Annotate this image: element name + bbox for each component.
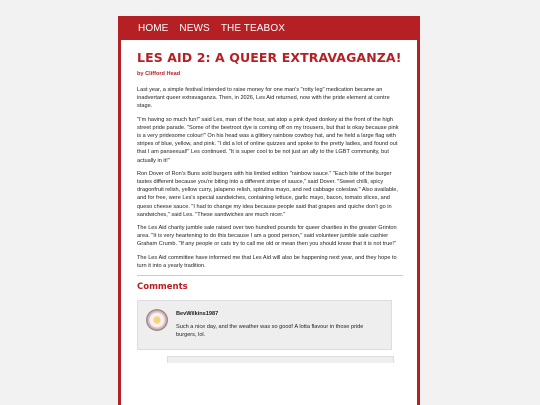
article-paragraph: "I'm having so much fun!" said Les, man of the hour, sat atop a pink dyed donkey at the front of the high street pride parade. "Some of the beetroot dye is coming off on my trousers, but that is okay because pink is a very pridesome colour!" On his head was a glittery rainbow cowboy hat, and he held a large flag with stripes of blue, yellow, and pink. "I did a lot of online quizzes and spoke to the pretty ladies, and found out that I am pansexual!" Les continued. "It is super cool to be not just an ally to the LGBT community, but actually in it!" [137,116,399,164]
nav-home-link[interactable]: HOME [138,22,169,34]
comments-heading: Comments [137,282,188,293]
page-frame [118,16,420,405]
comment-body [176,309,383,339]
comment-card [137,300,392,350]
article-content [121,40,417,405]
comment-card-partial [167,356,394,363]
article-title: LES AID 2: A QUEER EXTRAVAGANZA! [137,50,402,65]
nav-news-link[interactable]: NEWS [179,22,210,34]
article-paragraph: The Les Aid committee have informed me that Les Aid will also be happening next year, and they hope to turn it into a yearly tradition. [137,254,397,269]
top-nav [121,16,417,40]
article-paragraph: The Les Aid charity jumble sale raised over two hundred pounds for queer charities in the greater Grinton area. "It is very heartening to do this because I am a good person," said volunteer jumble sale cashier Graham Crumb. "If any people or cats try to call me old or mean then you should know that it is not true!" [137,225,397,248]
avatar [146,309,168,331]
article-paragraph: Last year, a simple festival intended to raise money for one man's "rotty leg" medication became an inadvertant queer extravaganza. Then, in 2026, Les Aid returned, now with the pride element at centre stage. [137,87,390,110]
section-divider [137,275,403,276]
comment-text: Such a nice day, and the weather was so good! A lotta flavour in those pride burgers, lol. [176,324,364,339]
nav-teabox-link[interactable]: THE TEABOX [220,22,285,34]
comment-username: BevWilkins1987 [176,311,219,318]
article-byline: by Clifford Head [137,71,181,77]
article-paragraph: Ron Dover of Ron's Buns sold burgers with his limited edition "rainbow sauce." "Each bite of the burger tastes different because you're biting into a different stripe of sauce," said Dover. "Sweet chilli, spicy dragonfruit relish, yellow curry, jalapeno relish, spirulina mayo, and red cabbage coleslaw." Also available, and for free, were Les's special sandwiches, containing lettuce, garlic mayo, bacon, tomato slices, and queso cheese sauce. "I had to change my idea because people said that grapes and quiche don't go in sandwiches," said Les. "These sandwiches are much nicer." [137,170,398,218]
